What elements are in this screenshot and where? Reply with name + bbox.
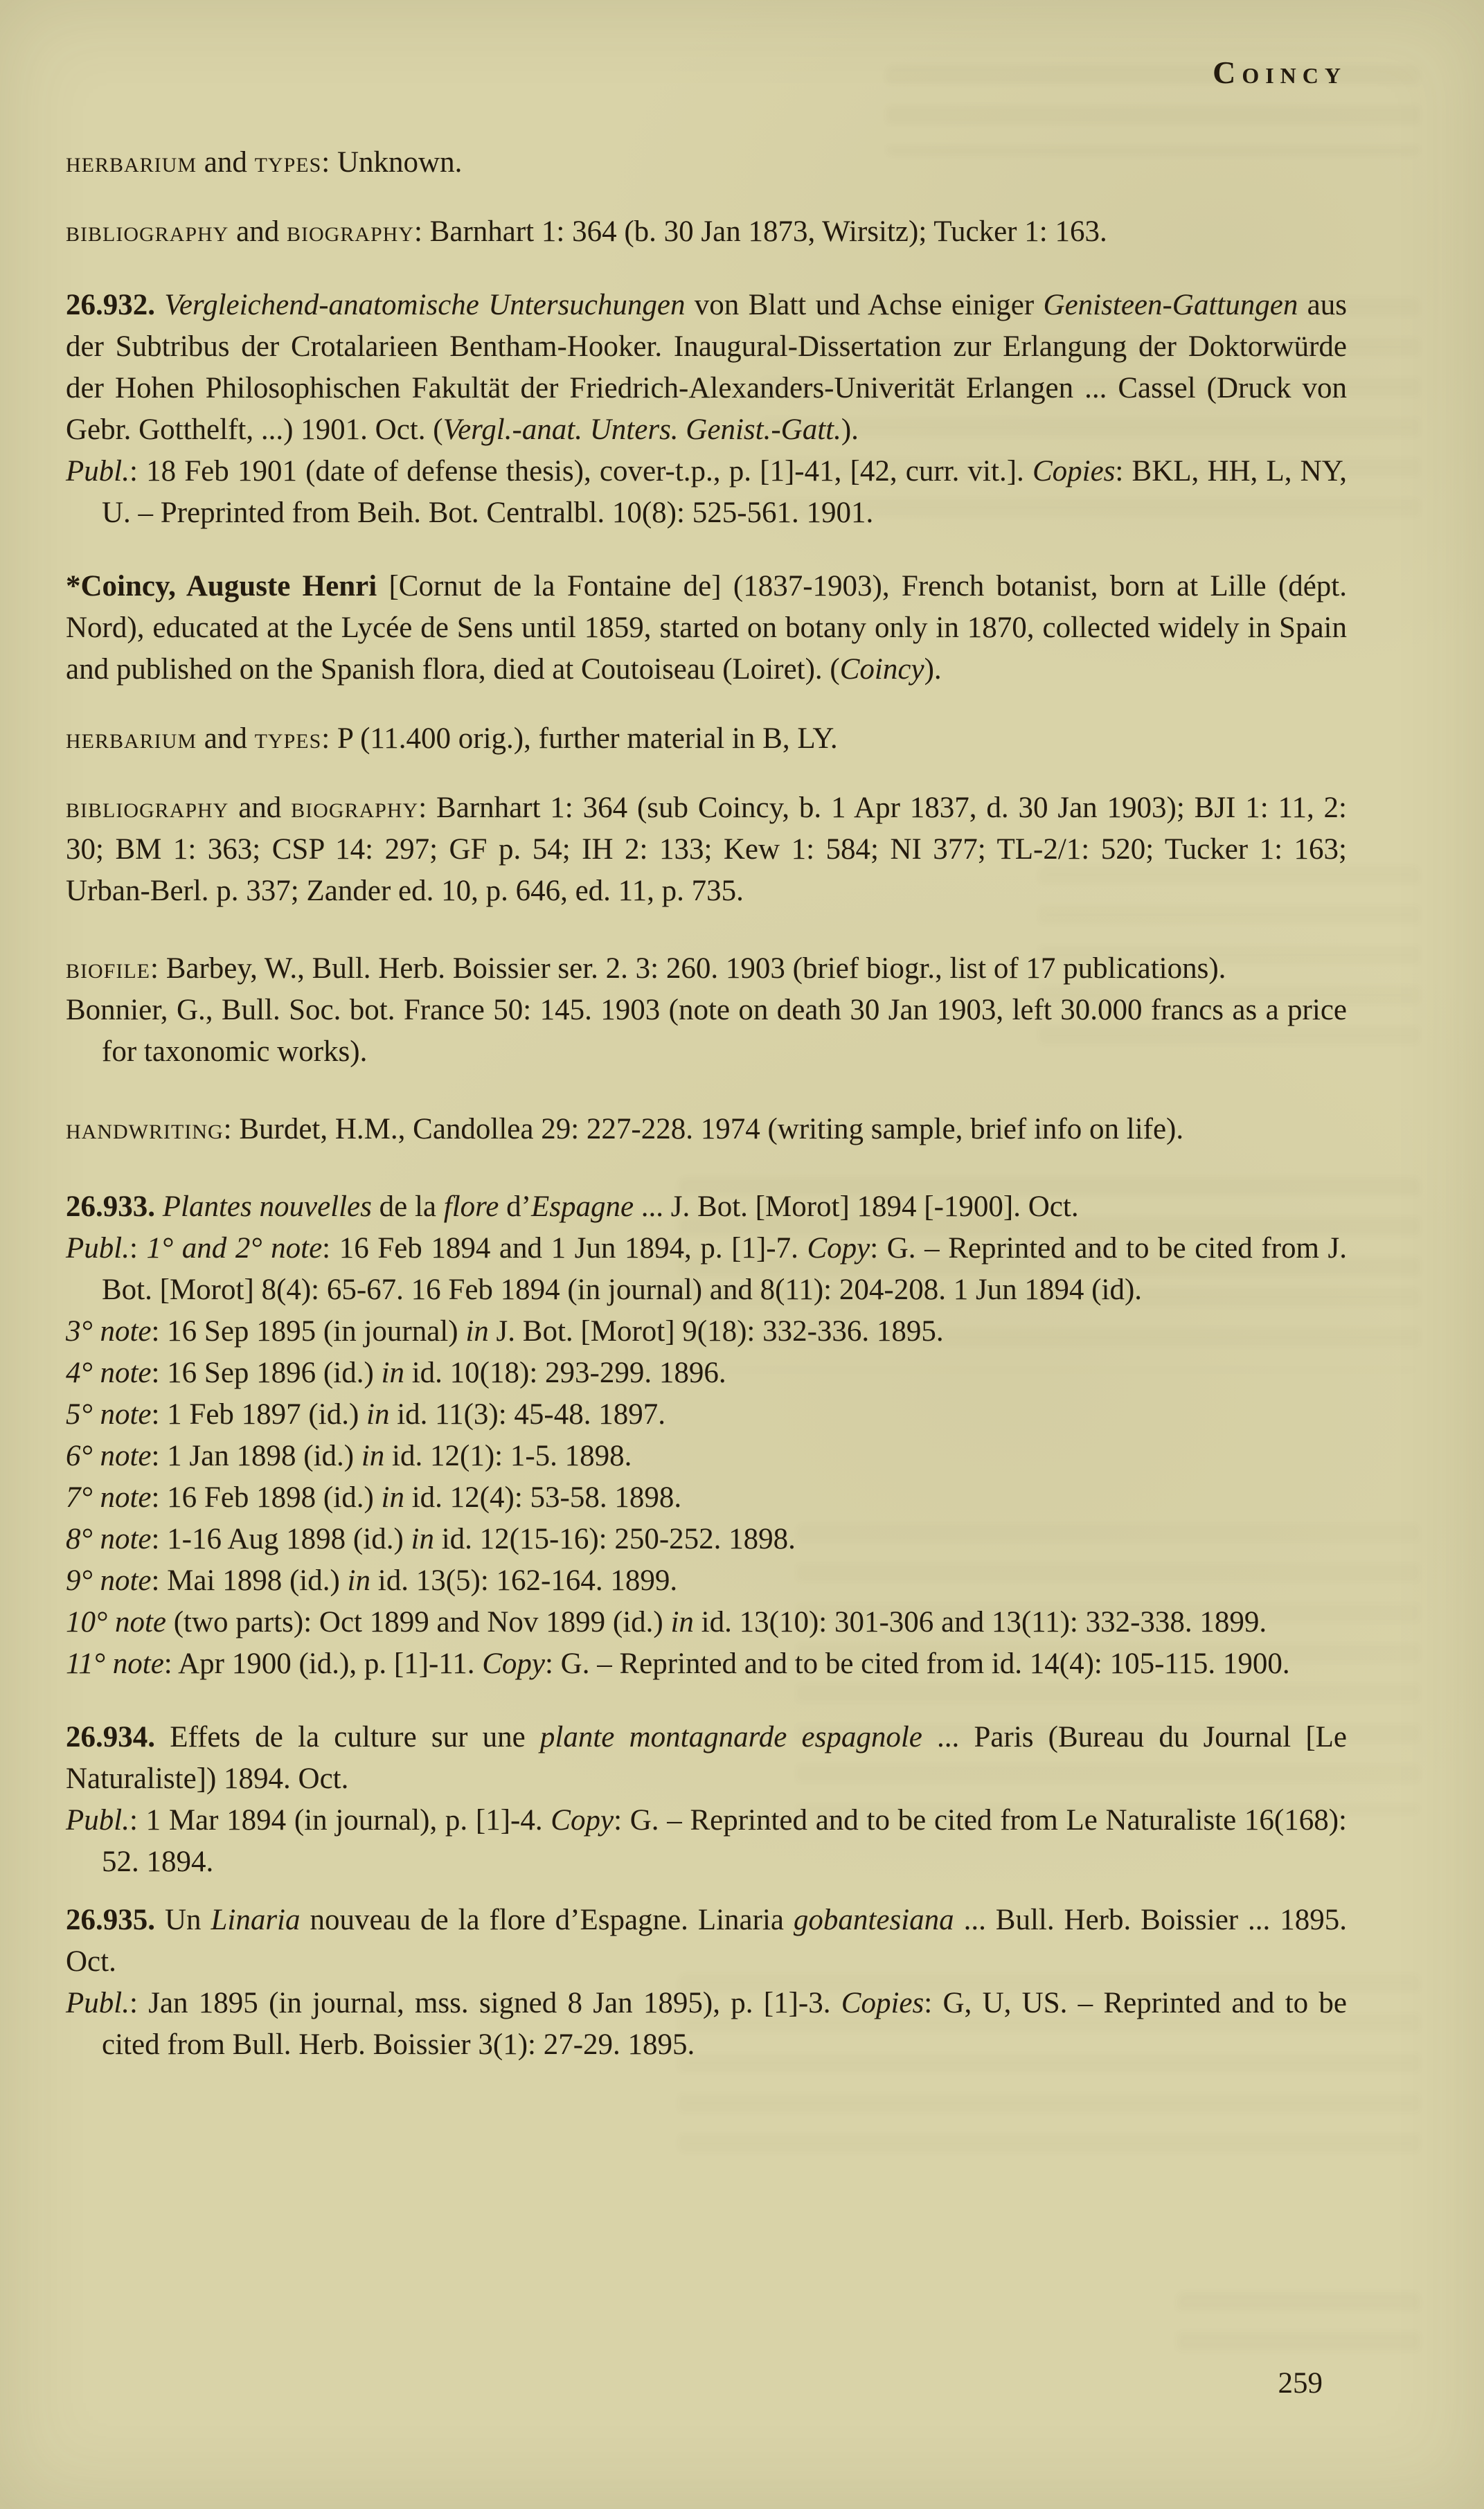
text-segment: : G. – Reprinted and to be cited from id. 14(4): 105-115. 1900. — [544, 1648, 1290, 1680]
para-bibliography-coincy — [66, 787, 1347, 912]
text-segment: : 1 Jan 1898 (id.) — [151, 1440, 361, 1472]
text-segment: in — [347, 1564, 370, 1597]
note-6 — [66, 1436, 1347, 1477]
text-segment: Publ. — [66, 1232, 129, 1265]
text-segment: d’ — [499, 1190, 531, 1223]
text-segment: : Unknown. — [321, 146, 463, 179]
entry-26932-title — [66, 285, 1347, 451]
text-segment: 9° note — [66, 1564, 152, 1597]
text-segment: J. Bot. [Morot] 9(18): 332-336. 1895. — [488, 1315, 944, 1348]
text-segment: Publ. — [66, 1804, 129, 1837]
para-herbarium-types-coincy — [66, 718, 1347, 760]
text-segment: Publ. — [66, 1987, 129, 2019]
text-segment: types — [254, 146, 322, 179]
text-segment: Copy — [482, 1648, 545, 1680]
text-column — [66, 52, 1347, 2066]
text-segment: (two parts): Oct 1899 and Nov 1899 (id.) — [166, 1606, 671, 1639]
text-segment: id. 13(5): 162-164. 1899. — [370, 1564, 678, 1597]
text-segment: : Barnhart 1: 364 (sub Coincy, b. 1 Apr 1837, d. 30 Jan 1903); BJI 1: 11, 2: 30; BM 1: 363; CSP 14: 297; GF p. 54; IH 2: 133; Kew 1: 584; NI 377; TL-2/1: 520; Tucker 1: 163; Urban-Berl. p. 337; Zander ed. 10, p. 646, ed. 11, p. 735. — [66, 792, 1347, 907]
text-segment: Copy — [807, 1232, 870, 1265]
text-segment: ). — [924, 653, 942, 686]
text-segment: Vergleichend-anatomische Untersuchungen — [164, 289, 686, 321]
note-4 — [66, 1352, 1347, 1394]
text-segment: in — [381, 1481, 404, 1514]
text-segment: ). — [841, 413, 859, 446]
text-segment: von Blatt und Achse einiger — [685, 289, 1044, 321]
text-segment: 26.932. — [66, 289, 165, 321]
text-segment: Bonnier, G., Bull. Soc. bot. France 50: 145. 1903 (note on death 30 Jan 1903, left 30.000 francs as a price for taxonomic works). — [66, 994, 1347, 1068]
text-segment: 8° note — [66, 1523, 152, 1555]
text-segment: biography — [286, 215, 414, 248]
text-segment: 26.933. — [66, 1190, 163, 1223]
text-segment: : Barnhart 1: 364 (b. 30 Jan 1873, Wirsitz); Tucker 1: 163. — [413, 215, 1107, 248]
entry-26934-title — [66, 1717, 1347, 1800]
text-segment: biofile — [66, 952, 150, 985]
text-segment: Un — [164, 1904, 211, 1936]
note-7 — [66, 1477, 1347, 1519]
text-segment: herbarium — [66, 722, 197, 755]
text-segment: : 16 Sep 1896 (id.) — [151, 1357, 382, 1389]
text-segment: : G, U, US. – Reprinted and to be cited from Bull. Herb. Boissier 3(1): 27-29. 1895. — [102, 1987, 1348, 2061]
para-herbarium-types-prev — [66, 142, 1347, 184]
text-segment: ... Paris (Bureau du Journal [Le Naturaliste]) 1894. Oct. — [66, 1721, 1348, 1795]
text-segment: : Jan 1895 (in journal, mss. signed 8 Jan 1895), p. [1]-3. — [129, 1987, 841, 2019]
text-segment: in — [465, 1315, 489, 1348]
text-segment: 5° note — [66, 1398, 152, 1431]
text-segment: id. 11(3): 45-48. 1897. — [389, 1398, 665, 1431]
text-segment: : 16 Feb 1898 (id.) — [151, 1481, 382, 1514]
text-segment: and — [229, 215, 287, 248]
text-segment: biography — [291, 792, 419, 824]
page-number: 259 — [1278, 2367, 1323, 2400]
text-segment: : — [129, 1232, 147, 1265]
text-segment: : 16 Sep 1895 (in journal) — [151, 1315, 466, 1348]
text-segment: : Burdet, H.M., Candollea 29: 227-228. 1974 (writing sample, brief info on life). — [223, 1113, 1184, 1145]
text-segment: Copies — [841, 1987, 924, 2019]
text-segment: *Coincy, Auguste Henri — [66, 570, 377, 602]
entry-26934-publ — [66, 1800, 1347, 1883]
para-bibliography-prev — [66, 211, 1347, 253]
text-segment: in — [670, 1606, 694, 1639]
text-segment: 3° note — [66, 1315, 152, 1348]
note-5 — [66, 1394, 1347, 1436]
text-segment: id. 13(10): 301-306 and 13(11): 332-338. 1899. — [693, 1606, 1267, 1639]
text-segment: Linaria — [211, 1904, 301, 1936]
bleed-through-smudge — [1177, 2292, 1420, 2355]
note-10 — [66, 1602, 1347, 1643]
text-segment: id. 12(1): 1-5. 1898. — [384, 1440, 632, 1472]
note-3 — [66, 1311, 1347, 1352]
para-handwriting — [66, 1109, 1347, 1150]
text-segment: : P (11.400 orig.), further material in B, LY. — [321, 722, 838, 755]
text-segment: id. 12(4): 53-58. 1898. — [404, 1481, 682, 1514]
para-biofile-barbey — [66, 948, 1347, 990]
para-biofile-bonnier — [66, 990, 1347, 1073]
text-segment: : 1 Mar 1894 (in journal), p. [1]-4. — [129, 1804, 551, 1837]
text-segment: 10° note — [66, 1606, 166, 1639]
text-segment: 1° and 2° note — [146, 1232, 323, 1265]
text-segment: in — [361, 1440, 385, 1472]
text-segment: nouveau de la flore d’Espagne. Linaria — [300, 1904, 794, 1936]
text-segment: : Mai 1898 (id.) — [151, 1564, 348, 1597]
text-segment: and — [197, 722, 255, 755]
text-segment: ... J. Bot. [Morot] 1894 [-1900]. Oct. — [634, 1190, 1079, 1223]
text-segment: id. 10(18): 293-299. 1896. — [404, 1357, 726, 1389]
text-segment: Effets de la culture sur une — [170, 1721, 540, 1753]
para-coincy-biography — [66, 566, 1347, 690]
text-segment: : Apr 1900 (id.), p. [1]-11. — [163, 1648, 483, 1680]
text-segment: aus der Subtribus der Crotalarieen Bentham-Hooker. Inaugural-Dissertation zur Erlangung der Doktorwürde der Hohen Philosophischen Fakultät der Friedrich-Alexanders-Univerität Erlangen ... Cassel (Druck von Gebr. Gotthelft, ...) 1901. Oct. ( — [66, 289, 1347, 446]
text-segment: Espagne — [530, 1190, 634, 1223]
text-segment: de la — [371, 1190, 444, 1223]
note-8 — [66, 1519, 1347, 1560]
entry-26933-title — [66, 1186, 1347, 1228]
entry-26932-publ — [66, 451, 1347, 534]
text-segment: and — [197, 146, 255, 179]
text-segment: [Cornut de la Fontaine de] (1837-1903), French botanist, born at Lille (dépt. Nord), educated at the Lycée de Sens until 1859, started on botany only in 1870, collected widely in Spain and published on the Spanish flora, died at Coutoiseau (Loiret). ( — [66, 570, 1347, 686]
running-head: Coincy — [1213, 55, 1347, 90]
entry-26935-title — [66, 1900, 1347, 1983]
text-segment: Copies — [1032, 455, 1116, 488]
text-segment: id. 12(15-16): 250-252. 1898. — [433, 1523, 796, 1555]
text-segment: 4° note — [66, 1357, 152, 1389]
text-segment: : BKL, HH, L, NY, U. – Preprinted from Beih. Bot. Centralbl. 10(8): 525-561. 1901. — [102, 455, 1347, 529]
text-segment: herbarium — [66, 146, 197, 179]
text-segment: Copy — [551, 1804, 614, 1837]
text-segment: Plantes nouvelles — [162, 1190, 372, 1223]
text-segment: 11° note — [66, 1648, 164, 1680]
text-segment: in — [411, 1523, 434, 1555]
text-segment: handwriting — [66, 1113, 224, 1145]
text-segment: and — [229, 792, 292, 824]
text-segment: : 16 Feb 1894 and 1 Jun 1894, p. [1]-7. — [322, 1232, 807, 1265]
text-segment: Publ. — [66, 455, 129, 488]
text-segment: bibliography — [66, 215, 229, 248]
text-segment: in — [381, 1357, 404, 1389]
text-segment: Coincy — [839, 653, 924, 686]
note-9 — [66, 1560, 1347, 1602]
text-segment: plante montagnarde espagnole — [539, 1721, 922, 1753]
text-segment: 26.935. — [66, 1904, 165, 1936]
text-segment: : Barbey, W., Bull. Herb. Boissier ser. 2. 3: 260. 1903 (brief biogr., list of 17 publications). — [150, 952, 1226, 985]
text-segment: ... Bull. Herb. Boissier ... 1895. Oct. — [66, 1904, 1348, 1978]
text-segment: Vergl.-anat. Unters. Genist.-Gatt. — [442, 413, 841, 446]
text-segment: : G. – Reprinted and to be cited from J. Bot. [Morot] 8(4): 65-67. 16 Feb 1894 (in journal) and 8(11): 204-208. 1 Jun 1894 (id). — [102, 1232, 1347, 1306]
text-segment: : G. – Reprinted and to be cited from Le Naturaliste 16(168): 52. 1894. — [102, 1804, 1347, 1878]
text-segment: 26.934. — [66, 1721, 170, 1753]
text-segment: : 1-16 Aug 1898 (id.) — [151, 1523, 411, 1555]
text-segment: types — [254, 722, 322, 755]
text-segment: : 18 Feb 1901 (date of defense thesis), cover-t.p., p. [1]-41, [42, curr. vit.]. — [129, 455, 1032, 488]
text-segment: 6° note — [66, 1440, 152, 1472]
text-segment: 7° note — [66, 1481, 152, 1514]
text-segment: bibliography — [66, 792, 229, 824]
entry-26933-publ — [66, 1228, 1347, 1311]
note-11 — [66, 1643, 1347, 1685]
text-segment: in — [366, 1398, 390, 1431]
text-segment: Genisteen-Gattungen — [1043, 289, 1298, 321]
text-segment: flore — [443, 1190, 499, 1223]
text-segment: : 1 Feb 1897 (id.) — [151, 1398, 367, 1431]
entry-26935-publ — [66, 1983, 1347, 2066]
text-segment: gobantesiana — [793, 1904, 954, 1936]
